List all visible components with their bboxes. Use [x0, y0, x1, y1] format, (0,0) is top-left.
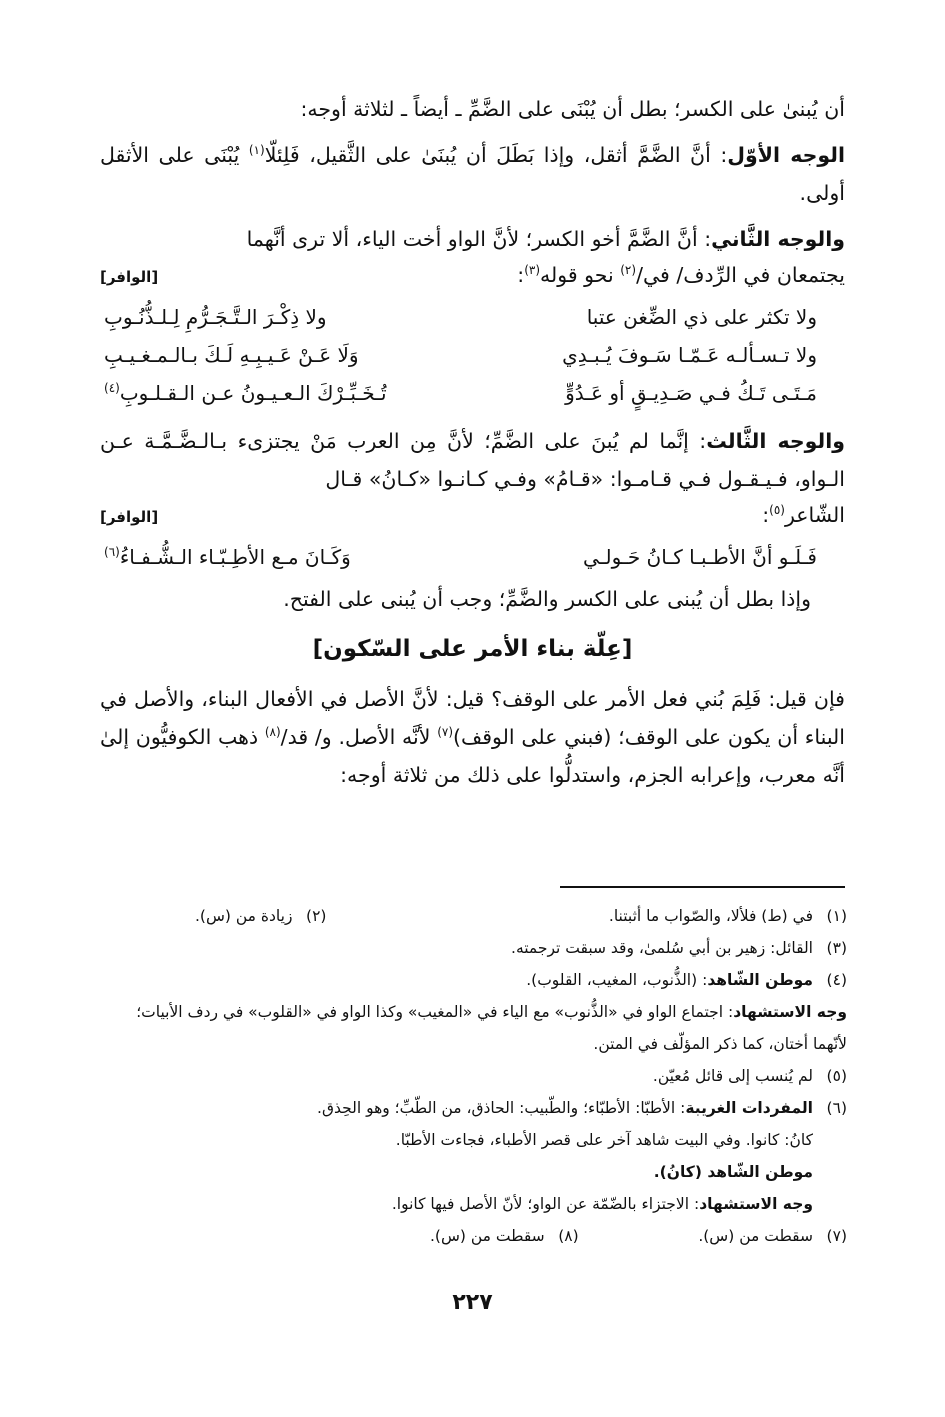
footnote: [100, 964, 847, 996]
footnote: [100, 932, 847, 964]
hemistich-second: وَلَا عَـنْ عَـيـبِـهِ لَـكَ بـالـمـغـيـبِ: [104, 343, 359, 367]
paragraph-second-aspect: [100, 220, 845, 258]
footnote-number: (٣): [826, 939, 847, 957]
footnote-number: (٧): [826, 1227, 847, 1245]
poem: [100, 298, 845, 412]
paragraph-first-aspect: [100, 136, 845, 212]
footnote: [698, 1220, 847, 1252]
footnote-text: [100, 1092, 813, 1124]
text: : اجتماع الواو في «الذُّنوب» مع الياء في «المغيب» وكذا الواو في «القلوب» في ردف الأبيات؛ لأنّهما أختان، كما ذكر المؤلّف في المتن.: [136, 1003, 847, 1053]
text: : الاجتزاء بالضّمّة عن الواو؛ لأنّ الأصل فيها كانوا.: [391, 1195, 700, 1213]
text: :: [517, 263, 525, 287]
text: : أنَّ الضَّمَّ أثقل، وإذا بَطَلَ أن يُبنَىٰ على الثَّقيل، فَلِئلّا: [264, 143, 728, 167]
footnote-text: سقطت من (س).: [430, 1227, 545, 1245]
hemistich-first: فَـلَـو أنَّ الأطـبـا كـانُ حَـولـي: [583, 545, 817, 569]
footnote-label: المفردات الغريبة: [685, 1099, 813, 1117]
text: :: [762, 503, 770, 527]
text: وَكَـانَ مـع الأطِـبّـاء الـشُّـفـاءُ: [119, 545, 351, 569]
aspect-label: الوجه الأوّل: [727, 143, 845, 167]
footnote-divider: [560, 886, 845, 888]
footnote-text: زيادة من (س).: [195, 907, 293, 925]
text: يُبْنَى على الأثقل أولى.: [100, 143, 845, 205]
footnote-text: [100, 964, 813, 996]
footnote-continuation: [100, 1188, 847, 1220]
line-with-meter: [100, 258, 845, 294]
footnote-label: موطن الشّاهد: [707, 1163, 813, 1181]
hemistich-second: وَكَـانَ مـع الأطِـبّـاء الـشُّـفـاءُ(٦): [104, 538, 351, 576]
text: : أنَّ الضَّمَّ أخو الكسر؛ لأنَّ الواو أخت الياء، ألا ترى أنَّهما: [246, 227, 712, 251]
footnote-ref[interactable]: (٥): [769, 503, 785, 518]
text: أن يُبنىٰ على الكسر؛ بطل أن يُبْنَى على الضَّمِّ ـ أيضاً ـ لثلاثة أوجه:: [300, 97, 845, 121]
hemistich-second: تُـخَـبِّـرْكَ الـعـيـونُ عـن الـقـلـوبِ(٤): [104, 374, 387, 412]
verse: [100, 538, 845, 576]
footnote-label: موطن الشّاهد: [707, 971, 813, 989]
paragraph-third-aspect: [100, 422, 845, 498]
hemistich-second: ولا ذِكْـرَ الـتَّـجَـرُّمِ لِـلـذُّنُـوبِ: [104, 305, 327, 329]
footnote-label: وجه الاستشهاد: [699, 1195, 813, 1213]
footnote-continuation: [100, 996, 847, 1060]
footnote-ref[interactable]: (٧): [437, 725, 454, 740]
text: تُـخَـبِّـرْكَ الـعـيـونُ عـن الـقـلـوبِ: [119, 381, 387, 405]
text: وإذا بطل أن يُبنى على الكسر والضَّمِّ؛ وجب أن يُبنى على الفتح.: [283, 587, 811, 611]
text: لأنَّه الأصل. و/ قد/: [280, 725, 438, 749]
verse: [100, 374, 845, 412]
text: : الأطبّا: الأطبّاء؛ والطّبيب: الحاذق، من الطّبِّ؛ وهو الحِذق.: [317, 1099, 686, 1117]
footnote-ref[interactable]: (٨): [264, 725, 281, 740]
text: فإن قيل: فَلِمَ بُني فعل الأمر على الوقف؟ قيل: لأنَّ الأصل في الأفعال البناء، والأصل في البناء أن يكون على الوقف؛ (فبني على الوقف): [100, 687, 845, 749]
footnote-ref[interactable]: (٣): [524, 263, 541, 278]
footnote-label: وجه الاستشهاد: [733, 1003, 847, 1021]
footnote-number: (٨): [558, 1227, 579, 1245]
line-with-meter: [100, 498, 845, 534]
aspect-label: والوجه الثَّاني: [711, 227, 845, 251]
hemistich-first: ولا تكثر على ذي الضِّغن عتبا: [586, 305, 817, 329]
paragraph: [100, 680, 845, 794]
main-text: [100, 90, 845, 802]
poetic-meter: [الوافر]: [100, 268, 159, 286]
footnote-number: (٥): [826, 1067, 847, 1085]
footnote-number: (١): [826, 907, 847, 925]
text: : (الذُّنوب، المغيب، القلوب).: [526, 971, 708, 989]
verse: [100, 298, 845, 336]
footnote-pair: [100, 900, 847, 932]
footnote: [100, 1060, 847, 1092]
footnote-ref[interactable]: (٢): [620, 263, 637, 278]
paragraph: [100, 580, 845, 618]
text-line: [762, 498, 845, 532]
section-heading: [عِلّة بناء الأمر على السّكون]: [312, 636, 633, 662]
footnote: [430, 1220, 579, 1252]
aspect-label: والوجه الثَّالث: [706, 429, 845, 453]
footnote-text: سقطت من (س).: [698, 1227, 813, 1245]
footnote: [195, 900, 326, 932]
footnote-text: القائل: زهير بن أبي سُلمىٰ، وقد سبقت ترجمته.: [511, 939, 813, 957]
text-line: [517, 258, 845, 292]
text: : إنَّما لم يُبنَ على الضَّمِّ؛ لأنَّ مِن العرب مَنْ يجتزىء بـالـضَّـمَّـة عـن الـواو، فـيـقـول فـي قـامـوا: «قـامُ» وفـي كـانـوا «كـانُ» قـال: [100, 429, 845, 491]
text: نحو قوله: [540, 263, 621, 287]
poetic-meter: [الوافر]: [100, 508, 159, 526]
text: يجتمعان في الرِّدف/ في/: [636, 263, 845, 287]
paragraph: [100, 90, 845, 128]
text: الشّاعر: [784, 503, 845, 527]
text: ذهب الكوفيُّون إلىٰ أنَّه معرب، وإعرابه الجزم، واستدلُّوا على ذلك من ثلاثة أوجه:: [100, 725, 845, 787]
footnote-pair: [100, 1220, 847, 1252]
hemistich-first: ولا تـسـألـه عَـمّـا سَـوفَ يُـبـدِي: [562, 343, 817, 367]
footnote-number: (٤): [826, 971, 847, 989]
page-number: ٢٢٧: [452, 1290, 493, 1315]
footnote-text: في (ط) فلألا، والصّواب ما أثبتنا.: [608, 907, 813, 925]
footnote: [100, 1092, 847, 1124]
footnote-ref[interactable]: (١): [248, 143, 265, 158]
footnote-continuation: كانُ: كانوا. وفي البيت شاهد آخر على قصر الأطباء، فجاءت الأطبّا.: [395, 1131, 813, 1149]
text: (كانُ).: [653, 1163, 708, 1181]
footnote-text: لم يُنسب إلى قائل مُعيّن.: [652, 1067, 813, 1085]
footnote-number: (٦): [826, 1099, 847, 1117]
footnote-number: (٢): [306, 907, 327, 925]
footnotes: [100, 900, 847, 1252]
hemistich-first: مَـتَـى تَـكُ فـي صَـدِيـقٍ أو عَـدُوٍّ: [565, 381, 817, 405]
footnote-continuation: [100, 1156, 847, 1188]
footnote: [609, 900, 847, 932]
verse: [100, 336, 845, 374]
